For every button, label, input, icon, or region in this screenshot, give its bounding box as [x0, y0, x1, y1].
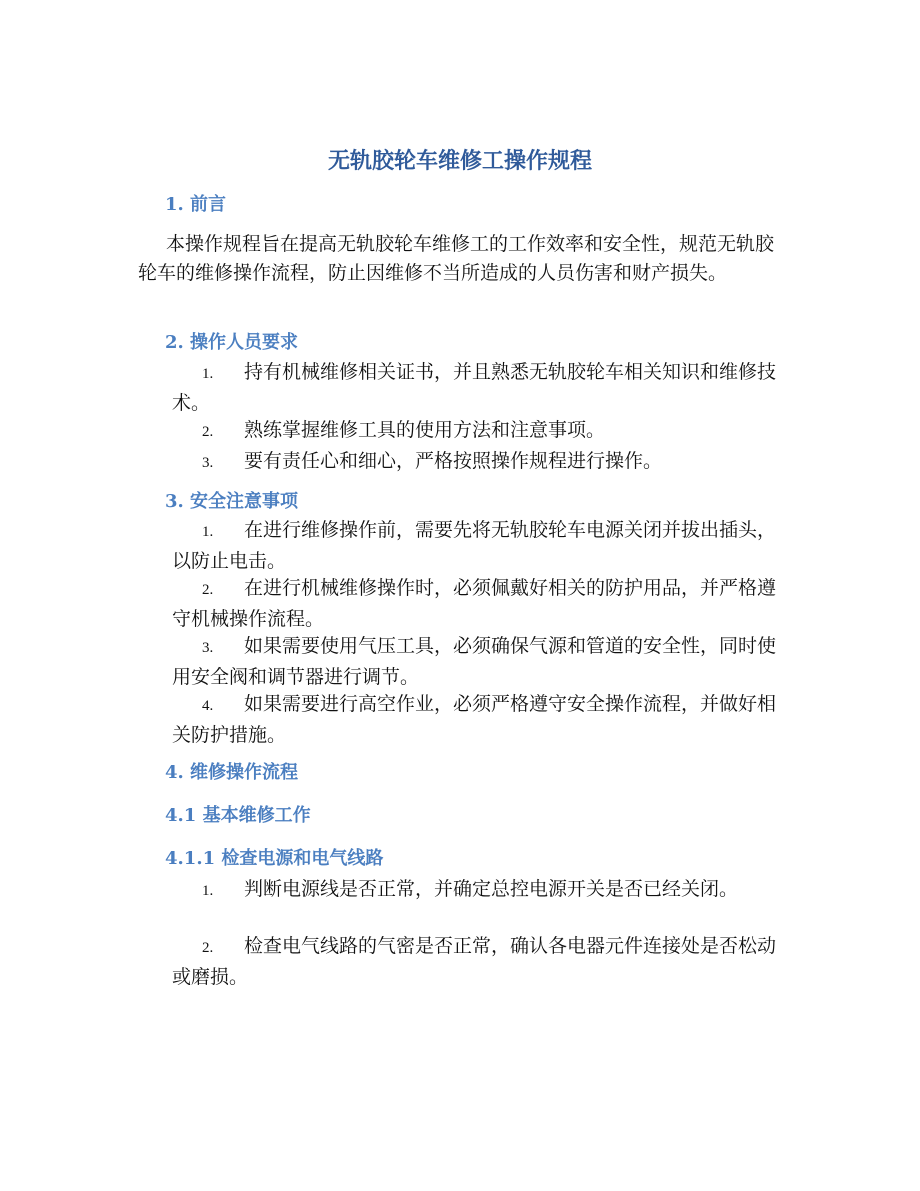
document-title: 无轨胶轮车维修工操作规程 [327, 148, 592, 174]
list-item-number: 3. [202, 640, 214, 656]
list-item-text: 在进行维修操作前，需要先将无轨胶轮车电源关闭并拔出插头，以防止电击。 [172, 519, 777, 572]
list-item-number: 2. [202, 940, 214, 956]
section-heading-repair-process: 4. 维修操作流程 [165, 762, 299, 783]
list-item-text: 检查电气线路的气密是否正常，确认各电器元件连接处是否松动或磨损。 [172, 935, 777, 988]
section-heading-basic-repair: 4.1 基本维修工作 [165, 805, 311, 826]
list-item [172, 447, 787, 478]
list-item [172, 932, 787, 992]
list-item-number: 1. [202, 883, 214, 899]
list-item-number: 1. [202, 366, 214, 382]
list-item-number: 2. [202, 424, 214, 440]
preface-paragraph: 本操作规程旨在提高无轨胶轮车维修工的工作效率和安全性，规范无轨胶轮车的维修操作流程，防止因维修不当所造成的人员伤害和财产损失。 [138, 233, 775, 284]
section-heading-check-power: 4.1.1 检查电源和电气线路 [165, 848, 384, 869]
list-item [172, 416, 787, 447]
section-heading-operator-requirements: 2. 操作人员要求 [165, 332, 299, 353]
list-item-text: 判断电源线是否正常，并确定总控电源开关是否已经关闭。 [244, 878, 739, 900]
list-item-text: 要有责任心和细心，严格按照操作规程进行操作。 [244, 450, 663, 472]
list-item [172, 632, 787, 692]
list-item-number: 3. [202, 455, 214, 471]
list-item [172, 574, 787, 634]
list-item [172, 358, 787, 418]
list-item-text: 如果需要使用气压工具，必须确保气源和管道的安全性，同时使用安全阀和调节器进行调节。 [172, 635, 777, 688]
list-item [172, 516, 787, 576]
list-item-number: 4. [202, 698, 214, 714]
section-heading-safety-notes: 3. 安全注意事项 [165, 491, 299, 512]
list-item-number: 1. [202, 524, 214, 540]
section-heading-preface: 1. 前言 [165, 194, 227, 215]
list-item-text: 熟练掌握维修工具的使用方法和注意事项。 [244, 419, 606, 441]
list-item-number: 2. [202, 582, 214, 598]
list-item [172, 875, 787, 906]
list-item-text: 持有机械维修相关证书，并且熟悉无轨胶轮车相关知识和维修技术。 [172, 361, 777, 414]
list-item-text: 如果需要进行高空作业，必须严格遵守安全操作流程，并做好相关防护措施。 [172, 693, 777, 746]
list-item [172, 690, 787, 750]
list-item-text: 在进行机械维修操作时，必须佩戴好相关的防护用品，并严格遵守机械操作流程。 [172, 577, 777, 630]
